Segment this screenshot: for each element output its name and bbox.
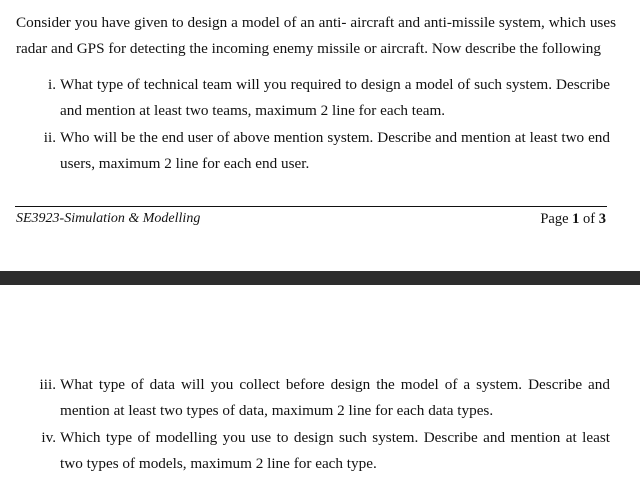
footer-course-name: SE3923-Simulation & Modelling — [16, 211, 201, 226]
question-number: iv. — [41, 429, 56, 446]
page-separator — [0, 271, 640, 285]
question-ii — [28, 125, 610, 177]
question-i — [28, 72, 610, 124]
question-iii — [28, 372, 610, 424]
question-number: iii. — [39, 376, 56, 393]
footer-divider — [15, 206, 607, 207]
page-total: 3 — [598, 211, 606, 227]
question-number: ii. — [43, 129, 56, 146]
question-text: Who will be the end user of above mention system. Describe and mention at least two end users, maximum 2 line for each end user. — [60, 129, 610, 172]
question-number: i. — [47, 76, 56, 93]
intro-paragraph: Consider you have given to design a model of an anti- aircraft and anti-missile system, which uses radar and GPS for detecting the incoming enemy missile or aircraft. Now describe the following — [16, 14, 616, 57]
page-label: Page — [540, 211, 569, 227]
question-text: What type of data will you collect before design the model of a system. Describe and mention at least two types of data, maximum 2 line for each data types. — [60, 376, 610, 419]
question-text: Which type of modelling you use to design such system. Describe and mention at least two types of models, maximum 2 line for each type. — [60, 429, 610, 472]
page-of-label: of — [583, 211, 596, 227]
footer-page-number — [540, 209, 606, 229]
question-iv — [28, 425, 610, 477]
page-current: 1 — [572, 211, 580, 227]
question-text: What type of technical team will you required to design a model of such system. Describe and mention at least two teams, maximum 2 line for each team. — [60, 76, 610, 119]
